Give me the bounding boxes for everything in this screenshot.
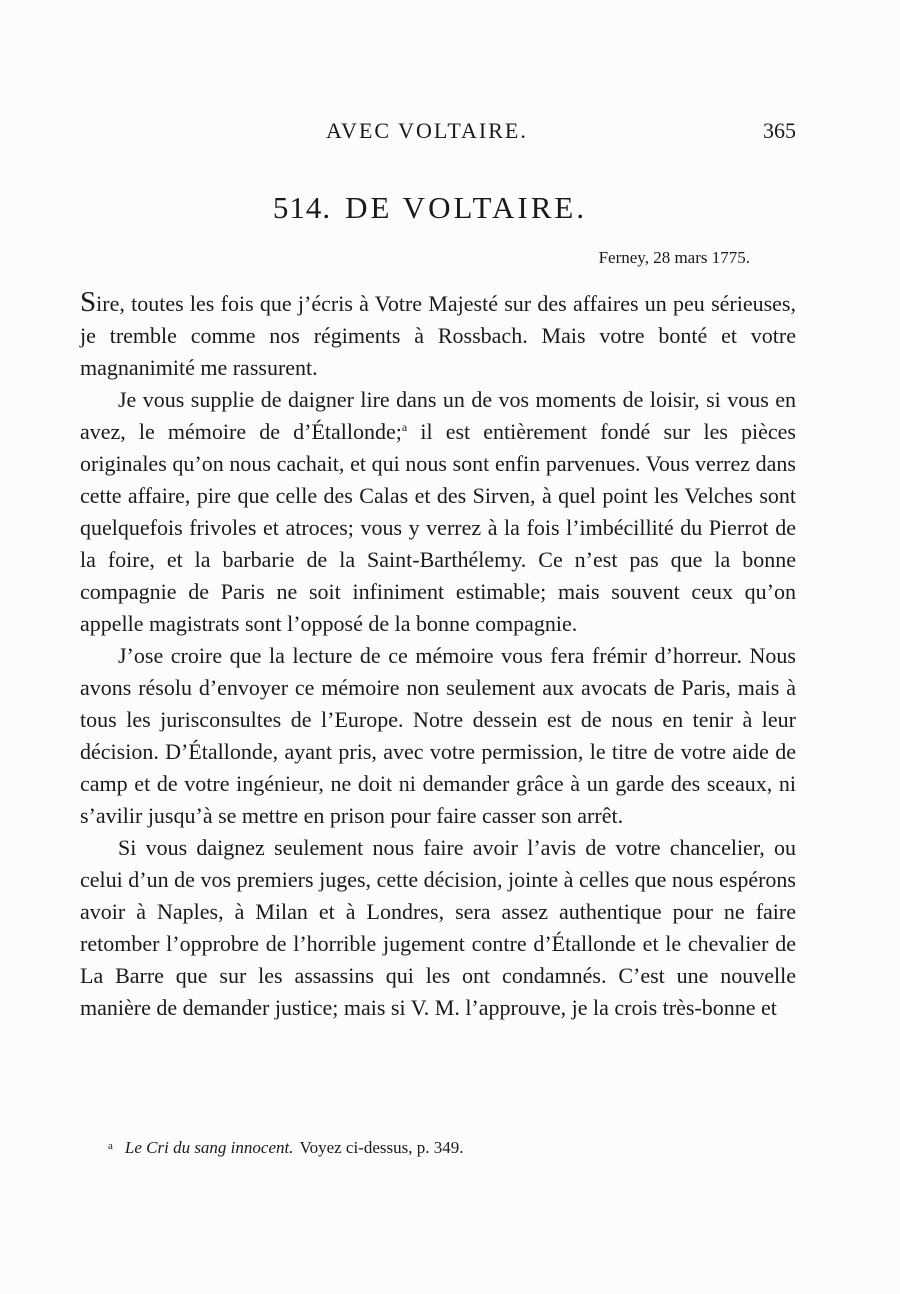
paragraph-2-text-a: Je vous supplie de daigner lire dans un de vos moments de loisir, si vous en avez, le mémoire de d’Étallonde; [80, 387, 796, 444]
running-title: AVEC VOLTAIRE. [326, 118, 528, 143]
running-head [80, 118, 796, 152]
dateline: Ferney, 28 mars 1775. [598, 248, 750, 267]
letter-heading [0, 190, 860, 226]
initial-letter: S [80, 286, 97, 318]
page-number: 365 [763, 118, 796, 143]
paragraph-1 [80, 286, 796, 384]
paragraph-2 [80, 384, 796, 640]
footnote-reference[interactable]: a [401, 420, 408, 434]
letter-number: 514. [272, 190, 332, 225]
footnote-marker: a [108, 1140, 113, 1152]
letter-title: DE VOLTAIRE. [345, 190, 588, 225]
paragraph-1-text: ire, toutes les fois que j’écris à Votre Majesté sur des affaires un peu sérieuses, je tremble comme nos régiments à Rossbach. Mais votre bonté et votre magnanimité me rassurent. [80, 291, 796, 380]
paragraph-2-text-b: il est entièrement fondé sur les pièces originales qu’on nous cachait, et qui nous sont enfin parvenues. Vous verrez dans cette affaire, pire que celle des Calas et des Sirven, à quel point les Velches sont quelquefois frivoles et atroces; vous y verrez à la fois l’imbécillité du Pierrot de la foire, et la barbarie de la Saint-Barthélemy. Ce n’est pas que la bonne compagnie de Paris ne soit infiniment estimable; mais souvent ceux qu’on appelle magistrats sont l’opposé de la bonne compagnie. [80, 419, 796, 636]
footnote-text: Voyez ci-dessus, p. 349. [299, 1138, 464, 1157]
footnote-work-title: Le Cri du sang innocent. [124, 1138, 294, 1157]
footnote [108, 1138, 798, 1158]
paragraph-4: Si vous daignez seulement nous faire avoir l’avis de votre chancelier, ou celui d’un de vos premiers juges, cette décision, jointe à celles que nous espérons avoir à Naples, à Milan et à Londres, sera assez authentique pour ne faire retomber l’opprobre de l’horrible jugement contre d’Étallonde et le chevalier de La Barre que sur les assassins qui les ont condamnés. C’est une nouvelle manière de demander justice; mais si V. M. l’approuve, je la crois très-bonne et [80, 835, 796, 1020]
paragraph-3: J’ose croire que la lecture de ce mémoire vous fera frémir d’horreur. Nous avons résolu d’envoyer ce mémoire non seulement aux avocats de Paris, mais à tous les jurisconsultes de l’Europe. Notre dessein est de nous en tenir à leur décision. D’Étallonde, ayant pris, avec votre permission, le titre de votre aide de camp et de votre ingénieur, ne doit ni demander grâce à un garde des sceaux, ni s’avilir jusqu’à se mettre en prison pour faire casser son arrêt. [80, 643, 796, 828]
letter-body [80, 286, 796, 1024]
